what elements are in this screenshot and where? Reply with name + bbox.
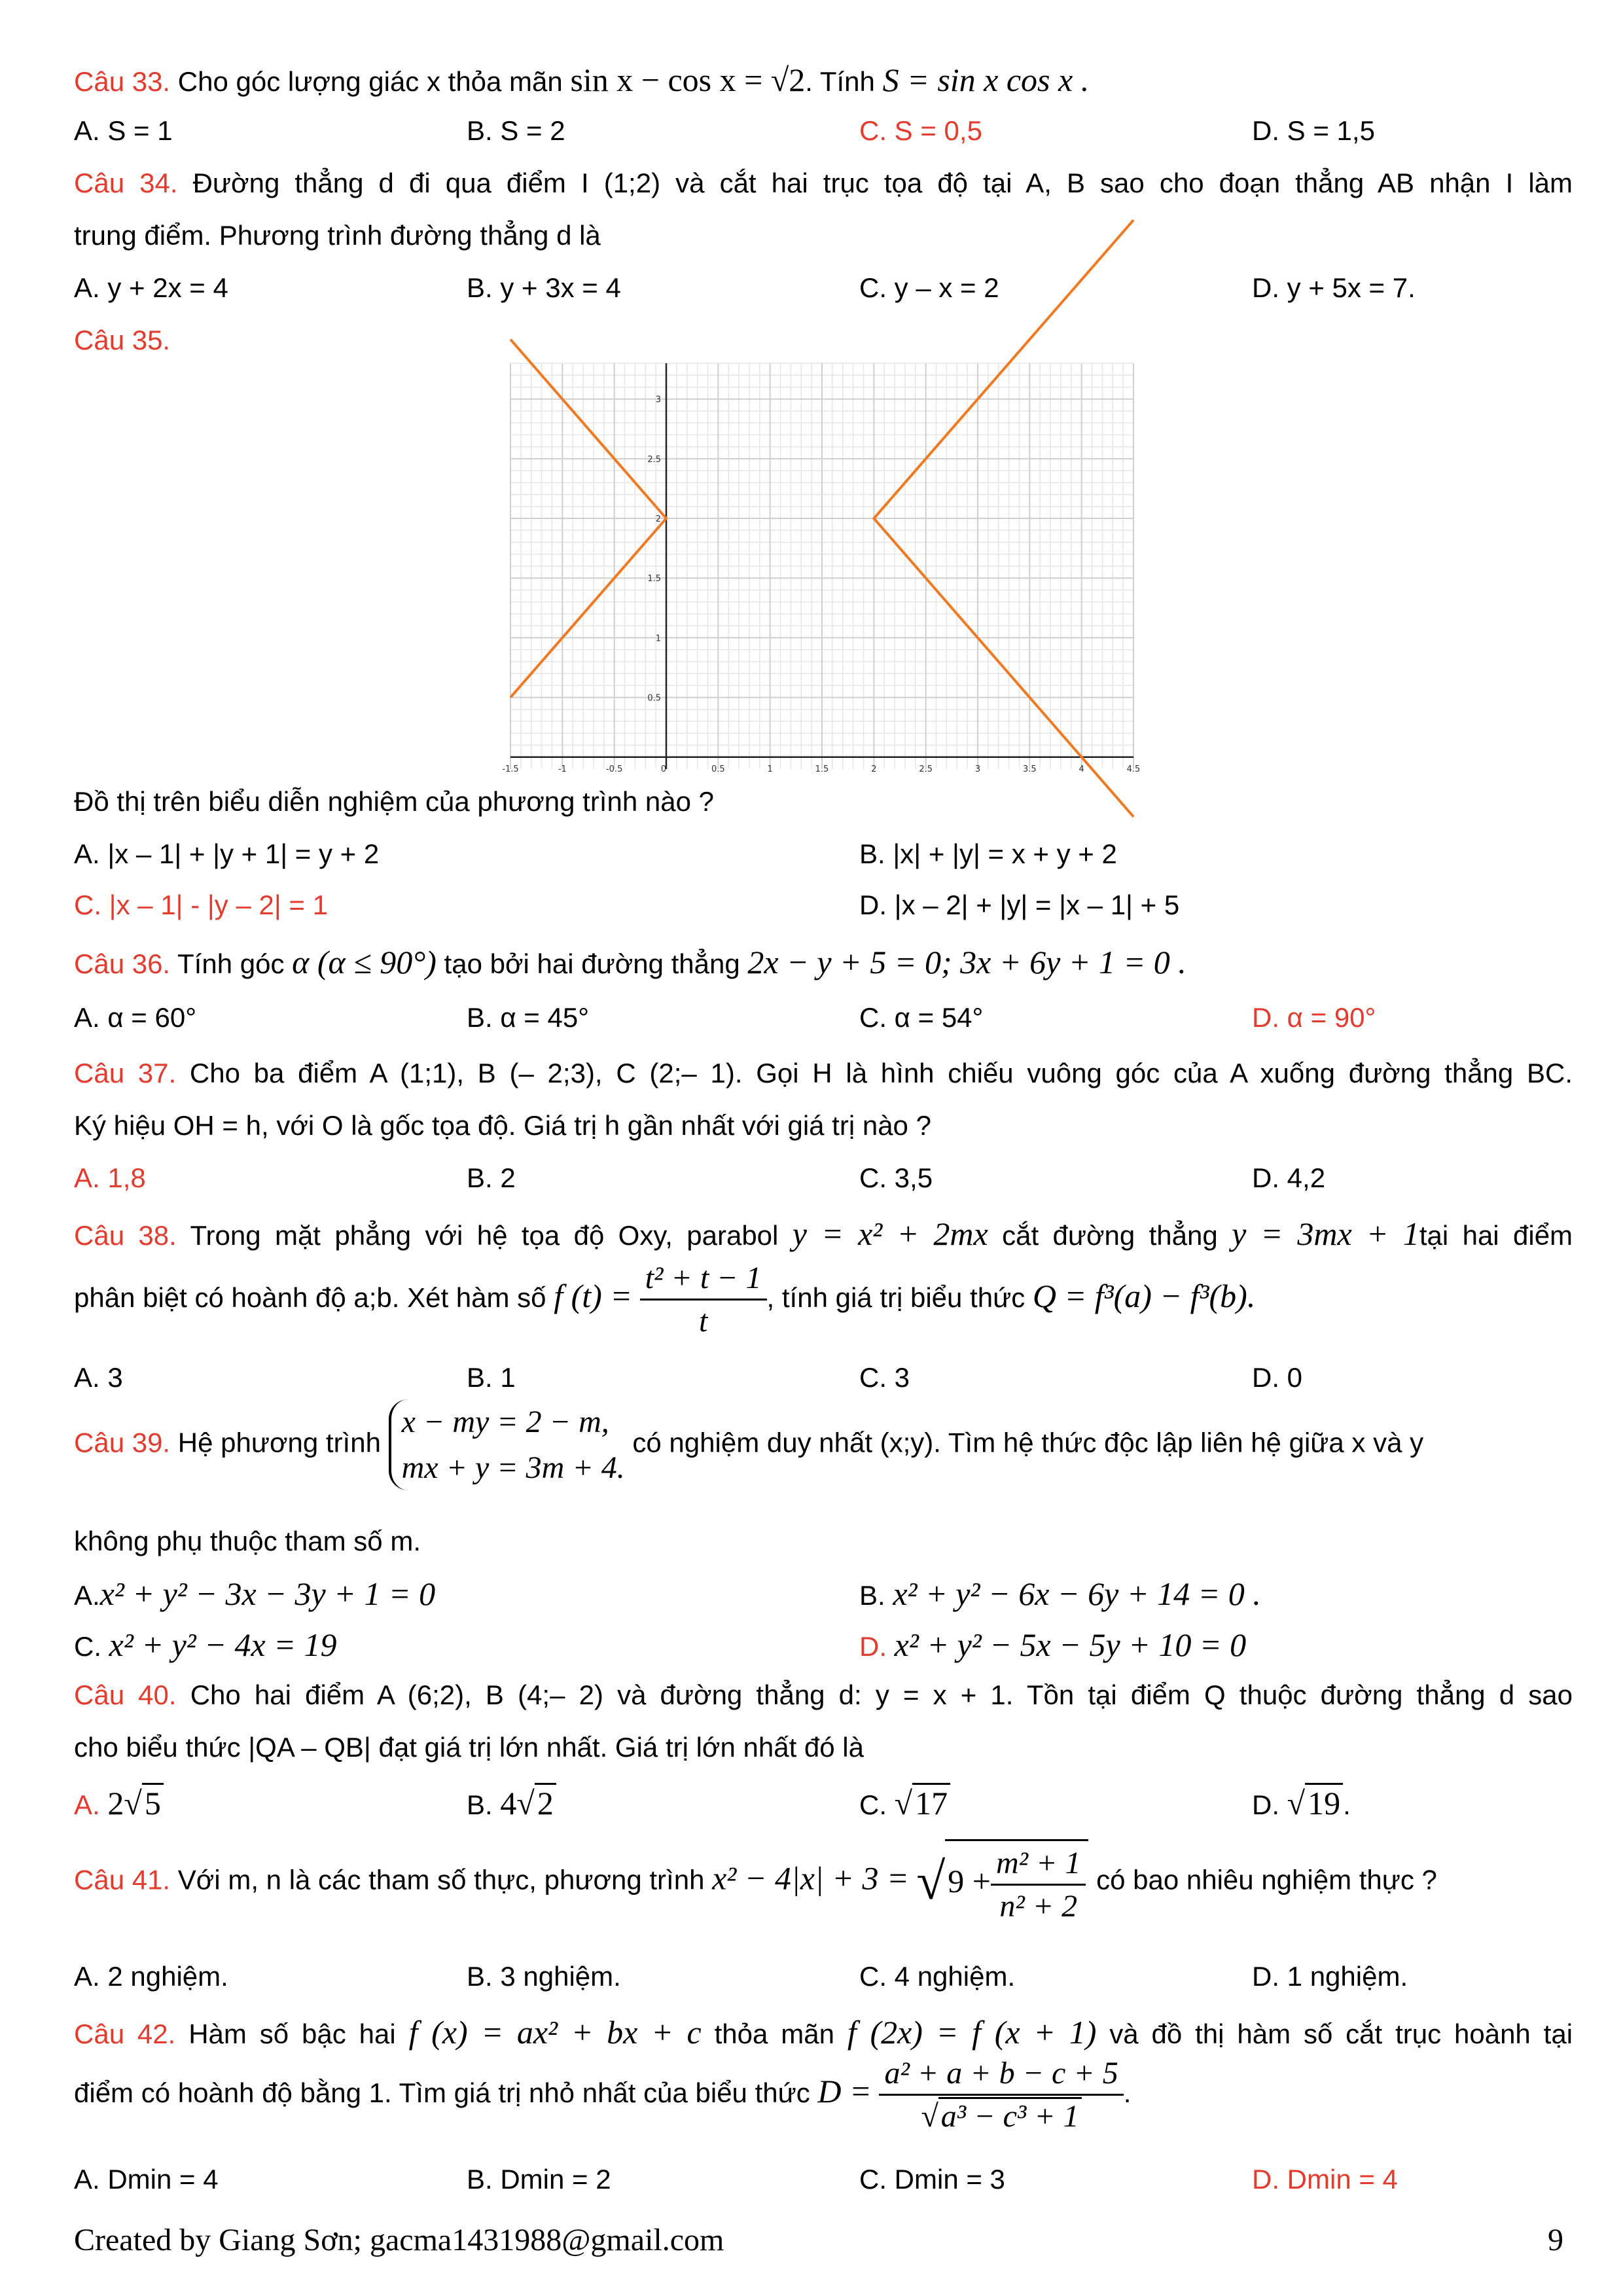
q40-line1 <box>74 1679 1573 1712</box>
q39-d-label: D. <box>859 1631 887 1662</box>
q41-radicand <box>945 1839 1088 1924</box>
q40-option-c <box>859 1784 950 1823</box>
q42-f: f (x) = ax² + bx + c <box>408 2014 702 2051</box>
q42-line2 <box>74 2055 1131 2134</box>
q42-option-a: A. Dmin = 4 <box>74 2164 219 2195</box>
q34-line2: trung điểm. Phương trình đường thẳng d là <box>74 220 601 251</box>
y-tick-label: 0.5 <box>647 693 661 704</box>
q37-line1 <box>74 1057 1573 1090</box>
q40-b-rad: 2 <box>535 1783 556 1821</box>
q39-b-label: B. <box>859 1580 885 1611</box>
q39-line1 <box>74 1399 1573 1490</box>
q38-fraction <box>640 1260 767 1339</box>
q41-t1: Với m, n là các tham số thực, phương trình <box>177 1864 705 1895</box>
q36-text1: Tính góc <box>177 948 285 979</box>
x-tick-label: -0.5 <box>605 764 623 774</box>
q38-option-b: B. 1 <box>467 1362 516 1393</box>
q39-c: x² + y² − 4x = 19 <box>109 1626 337 1663</box>
q42-fraction <box>879 2055 1123 2134</box>
q41-label: Câu 41. <box>74 1864 171 1895</box>
q33-label: Câu 33. <box>74 66 171 97</box>
q40-c-value: √17 <box>895 1783 950 1821</box>
q33-option-b: B. S = 2 <box>467 115 565 146</box>
x-tick-label: 4.5 <box>1126 764 1141 774</box>
q41-radical-sign: √ <box>916 1853 946 1911</box>
q38-t2: cắt đường thẳng <box>1002 1220 1218 1251</box>
q41-t2: có bao nhiêu nghiệm thực ? <box>1096 1864 1437 1895</box>
q38-num: t² + t − 1 <box>640 1260 767 1300</box>
q39-label: Câu 39. <box>74 1427 171 1458</box>
q40-a-value: 2√5 <box>107 1783 163 1821</box>
q38-option-a: A. 3 <box>74 1362 123 1393</box>
q36-stem <box>74 942 1186 982</box>
q36-option-d: D. α = 90° <box>1252 1002 1376 1033</box>
q42-den-wrap: √a³ − c³ + 1 <box>879 2096 1123 2134</box>
x-tick-label: 4 <box>1079 764 1084 774</box>
q37-option-d: D. 4,2 <box>1252 1162 1326 1193</box>
q40-d-label: D. <box>1252 1789 1279 1820</box>
q38-label: Câu 38. <box>74 1220 177 1251</box>
x-tick-label: 0.5 <box>711 764 725 774</box>
q42-t1: Hàm số bậc hai <box>188 2018 396 2049</box>
q40-option-a <box>74 1784 164 1823</box>
q35-option-a: A. |x – 1| + |y + 1| = y + 2 <box>74 838 380 869</box>
q40-c-rad: 17 <box>912 1783 950 1821</box>
q42-label: Câu 42. <box>74 2018 176 2049</box>
q41-stem <box>74 1839 1437 1924</box>
q40-b-label: B. <box>467 1789 493 1820</box>
q34-option-d: D. y + 5x = 7. <box>1252 272 1416 303</box>
q38-t3: tại hai điểm <box>1419 1220 1573 1251</box>
q40-b-value: 4√2 <box>500 1783 556 1821</box>
q33-option-c: C. S = 0,5 <box>859 115 982 146</box>
q39-b: x² + y² − 6x − 6y + 14 = 0 . <box>893 1575 1261 1612</box>
q38-eq1: y = x² + 2mx <box>792 1215 988 1252</box>
q39-option-b <box>859 1574 1261 1613</box>
q42-end: . <box>1123 2077 1132 2108</box>
q35-prompt: Đồ thị trên biểu diễn nghiệm của phương trình nào ? <box>74 786 714 817</box>
q39-system <box>389 1399 625 1490</box>
q37-text1: Cho ba điểm A (1;1), B (– 2;3), C (2;– 1). Gọi H là hình chiếu vuông góc của A xuống đường thẳng BC. <box>189 1058 1573 1088</box>
q38-t4: phân biệt có hoành độ a;b. Xét hàm số <box>74 1282 546 1313</box>
q40-a-rad: 5 <box>142 1783 164 1821</box>
q42-eq: f (2x) = f (x + 1) <box>847 2014 1097 2051</box>
x-tick-label: 1 <box>767 764 773 774</box>
q37-line2: Ký hiệu OH = h, với O là gốc tọa độ. Giá trị h gần nhất với giá trị nào ? <box>74 1110 931 1141</box>
q42-t4: điểm có hoành độ bằng 1. Tìm giá trị nhỏ nhất của biểu thức <box>74 2077 810 2108</box>
q38-t5: , tính giá trị biểu thức <box>766 1282 1026 1313</box>
y-tick-label: 2.5 <box>647 454 661 465</box>
q35-option-b: B. |x| + |y| = x + y + 2 <box>859 838 1117 869</box>
x-tick-label: -1.5 <box>502 764 519 774</box>
q38-Q: Q = f³(a) − f³(b). <box>1032 1277 1256 1314</box>
q39-option-d <box>859 1625 1246 1664</box>
q40-line2: cho biểu thức |QA – QB| đạt giá trị lớn nhất. Giá trị lớn nhất đó là <box>74 1732 864 1763</box>
y-tick-label: 1.5 <box>647 574 661 584</box>
q39-t2: có nghiệm duy nhất (x;y). Tìm hệ thức độc lập liên hệ giữa x và y <box>632 1427 1424 1458</box>
q42-option-d: D. Dmin = 4 <box>1252 2164 1398 2195</box>
x-tick-label: 3.5 <box>1022 764 1037 774</box>
q35-label: Câu 35. <box>74 325 171 355</box>
q39-c-label: C. <box>74 1631 101 1662</box>
q39-option-c <box>74 1625 336 1664</box>
x-tick-label: 2 <box>871 764 877 774</box>
q36-option-a: A. α = 60° <box>74 1002 197 1033</box>
q39-t1: Hệ phương trình <box>177 1427 381 1458</box>
q33-option-a: A. S = 1 <box>74 115 173 146</box>
q37-option-b: B. 2 <box>467 1162 516 1193</box>
q41-option-a: A. 2 nghiệm. <box>74 1961 228 1992</box>
x-tick-label: 0 <box>660 764 667 774</box>
q42-num: a² + a + b − c + 5 <box>879 2055 1123 2096</box>
q33-text: Cho góc lượng giác x thỏa mãn <box>177 66 563 97</box>
q40-c-label: C. <box>859 1789 887 1820</box>
q38-line2 <box>74 1260 1255 1339</box>
q34-label: Câu 34. <box>74 168 178 198</box>
y-tick-label: 3 <box>655 395 661 405</box>
q41-in: 9 + <box>948 1862 991 1899</box>
q33-option-d: D. S = 1,5 <box>1252 115 1375 146</box>
q34-option-b: B. y + 3x = 4 <box>467 272 621 303</box>
q37-option-a: A. 1,8 <box>74 1162 146 1193</box>
q42-t2: thỏa mãn <box>714 2018 834 2049</box>
q38-eq2: y = 3mx + 1 <box>1232 1215 1419 1252</box>
q40-d-value: √19 <box>1287 1783 1343 1821</box>
q33-tinh: . Tính <box>805 66 875 97</box>
q41-option-b: B. 3 nghiệm. <box>467 1961 621 1992</box>
q40-option-d <box>1252 1784 1351 1823</box>
q41-num: m² + 1 <box>991 1845 1086 1886</box>
q36-cond: α (α ≤ 90°) <box>292 944 437 980</box>
q42-den: a³ − c³ + 1 <box>938 2097 1082 2134</box>
q36-label: Câu 36. <box>74 948 171 979</box>
q40-a-coef: 2 <box>107 1785 124 1821</box>
x-tick-label: 3 <box>974 764 981 774</box>
q39-a-label: A. <box>74 1580 100 1611</box>
q38-line1 <box>74 1214 1573 1253</box>
q35-graph <box>502 363 1141 774</box>
q39-row1: x − my = 2 − m, <box>401 1405 609 1439</box>
q42-D: D = <box>817 2072 872 2109</box>
q42-t3: và đồ thị hàm số cắt trục hoành tại <box>1109 2018 1573 2049</box>
q41-lhs: x² − 4|x| + 3 = <box>712 1859 909 1897</box>
q41-fraction <box>991 1845 1086 1924</box>
q38-f: f (t) = <box>554 1277 633 1314</box>
q40-d-rad: 19 <box>1305 1783 1343 1821</box>
q36-option-c: C. α = 54° <box>859 1002 984 1033</box>
q40-b-coef: 4 <box>500 1785 517 1821</box>
q38-den: t <box>698 1304 708 1339</box>
q40-text1: Cho hai điểm A (6;2), B (4;– 2) và đường thẳng d: y = x + 1. Tồn tại điểm Q thuộc đường thẳng d sao <box>190 1679 1573 1710</box>
q34-option-c: C. y – x = 2 <box>859 272 999 303</box>
q36-text2: tạo bởi hai đường thẳng <box>444 948 740 979</box>
q34-option-a: A. y + 2x = 4 <box>74 272 228 303</box>
q42-option-c: C. Dmin = 3 <box>859 2164 1005 2195</box>
q40-a-label: A. <box>74 1789 100 1820</box>
x-tick-label: 2.5 <box>919 764 933 774</box>
q42-line1 <box>74 2013 1573 2052</box>
q39-option-a <box>74 1574 435 1613</box>
q33-stem <box>74 60 1089 99</box>
q39-d: x² + y² − 5x − 5y + 10 = 0 <box>894 1626 1247 1663</box>
q36-option-b: B. α = 45° <box>467 1002 590 1033</box>
page-number: 9 <box>1548 2223 1563 2257</box>
x-tick-label: 1.5 <box>815 764 829 774</box>
q39-row2: mx + y = 3m + 4. <box>401 1450 625 1485</box>
q40-d-end: . <box>1343 1789 1351 1820</box>
q35-option-c: C. |x – 1| - |y – 2| = 1 <box>74 889 328 920</box>
q41-option-c: C. 4 nghiệm. <box>859 1961 1016 1992</box>
q38-option-d: D. 0 <box>1252 1362 1303 1393</box>
q42-option-b: B. Dmin = 2 <box>467 2164 611 2195</box>
q38-option-c: C. 3 <box>859 1362 910 1393</box>
q35-option-d: D. |x – 2| + |y| = |x – 1| + 5 <box>859 889 1180 920</box>
y-tick-label: 2 <box>655 514 661 525</box>
footer-credit: Created by Giang Sơn; gacma1431988@gmail.com <box>74 2223 724 2257</box>
q37-label: Câu 37. <box>74 1058 177 1088</box>
q38-t1: Trong mặt phẳng với hệ tọa độ Oxy, parabol <box>190 1220 779 1251</box>
q34-line1 <box>74 167 1573 200</box>
q33-s: S = sin x cos x . <box>882 62 1090 98</box>
q33-eq: sin x − cos x = √2 <box>570 62 806 98</box>
q41-den: n² + 2 <box>999 1889 1078 1924</box>
q34-text1: Đường thẳng d đi qua điểm I (1;2) và cắt hai trục tọa độ tại A, B sao cho đoạn thẳng AB nhận I làm <box>192 168 1573 198</box>
q37-option-c: C. 3,5 <box>859 1162 933 1193</box>
q36-eq: 2x − y + 5 = 0; 3x + 6y + 1 = 0 . <box>747 944 1186 980</box>
y-tick-label: 1 <box>655 634 661 644</box>
q40-label: Câu 40. <box>74 1679 177 1710</box>
x-tick-label: -1 <box>558 764 567 774</box>
q39-a: x² + y² − 3x − 3y + 1 = 0 <box>99 1575 436 1612</box>
q41-option-d: D. 1 nghiệm. <box>1252 1961 1408 1992</box>
q39-line3: không phụ thuộc tham số m. <box>74 1526 421 1556</box>
q40-option-b <box>467 1784 556 1823</box>
